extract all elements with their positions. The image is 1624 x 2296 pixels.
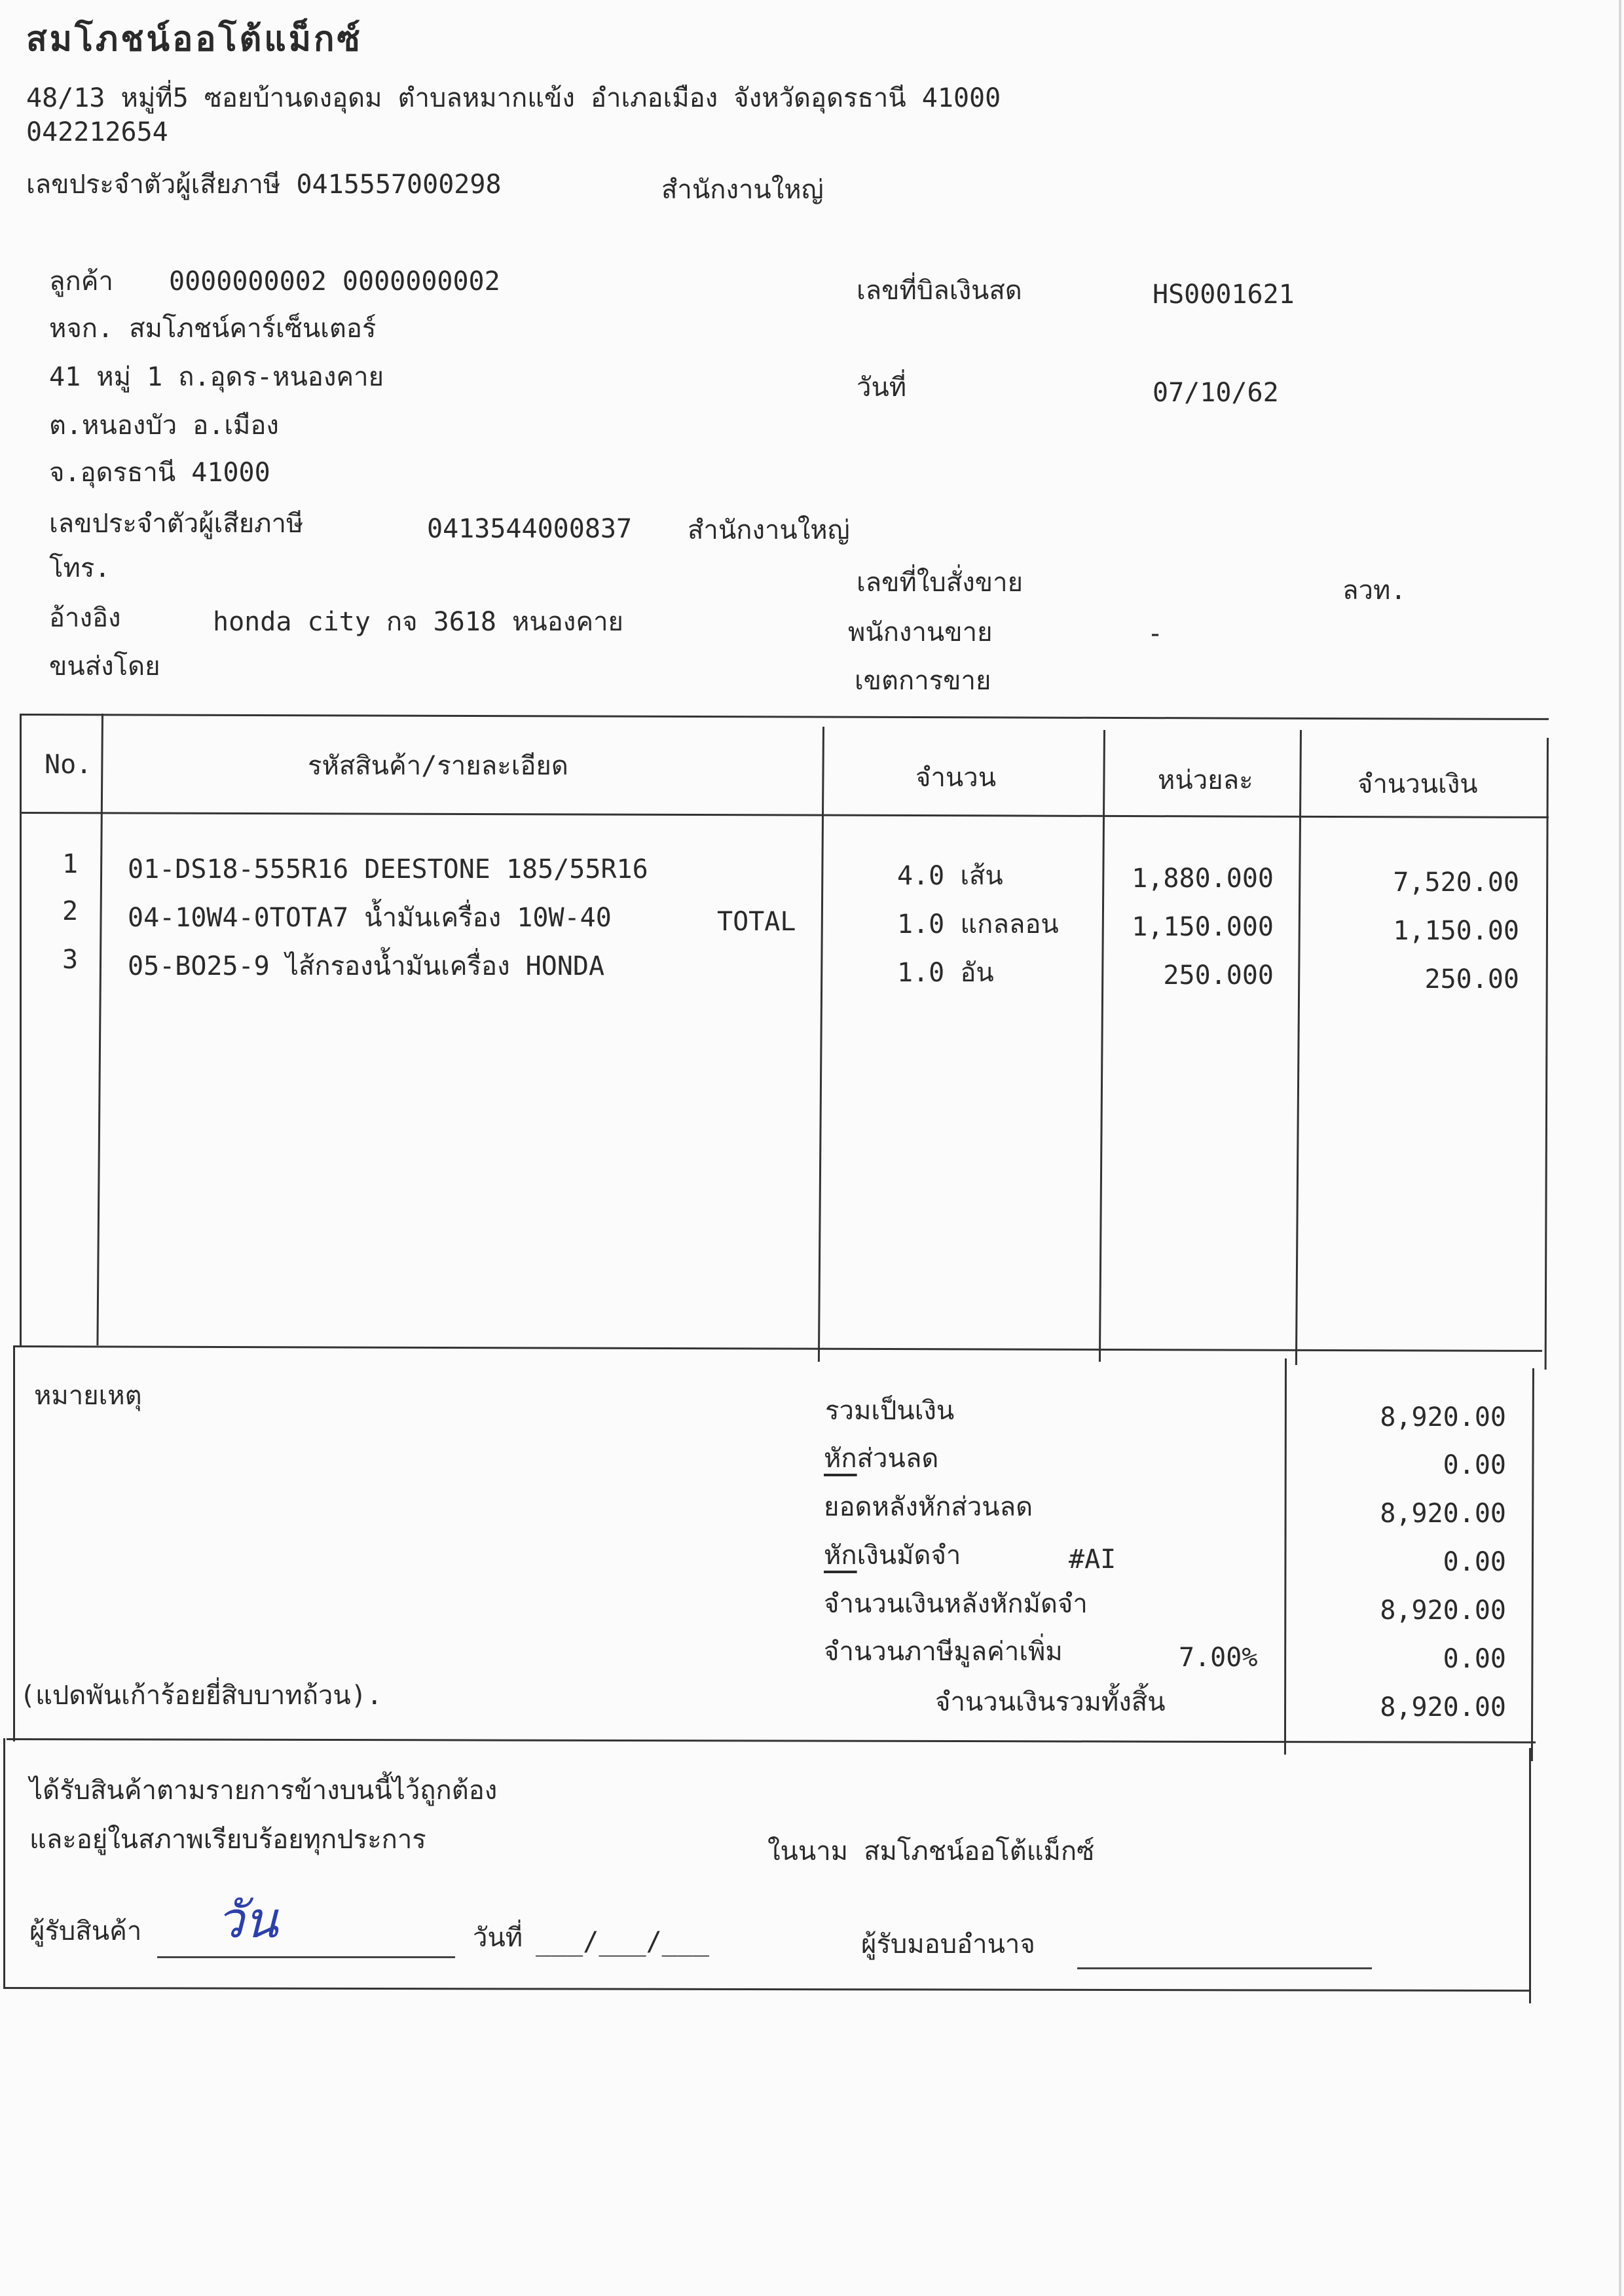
discount-label: หักส่วนลด (824, 1444, 939, 1474)
on-behalf: ในนาม สมโภชน์ออโต้แม็กซ์ (767, 1836, 1095, 1867)
subtotal-value: 8,920.00 (1380, 1402, 1506, 1432)
after-deposit-label: จำนวนเงินหลังหักมัดจำ (824, 1589, 1088, 1619)
remark-label: หมายเหตุ (34, 1381, 142, 1411)
amount-in-words: (แปดพันเก้าร้อยยี่สิบบาทถ้วน). (20, 1681, 382, 1711)
customer-code: 0000000002 0000000002 (169, 266, 500, 297)
receiver-signature: วัน (216, 1891, 278, 1949)
salesperson-label: พนักงานขาย (848, 617, 993, 647)
row-no: 3 (62, 945, 79, 975)
header-no: No. (45, 750, 92, 780)
salesperson: - (1147, 619, 1164, 649)
customer-address-3: จ.อุดรธานี 41000 (49, 458, 270, 488)
row-unit-price: 1,880.000 (1132, 864, 1274, 894)
header-qty: จำนวน (915, 763, 997, 793)
sales-area-label: เขตการขาย (855, 666, 991, 696)
after-deposit-value: 8,920.00 (1380, 1595, 1506, 1626)
header-unit-price: หน่วยละ (1158, 765, 1253, 795)
header-item: รหัสสินค้า/รายละเอียด (308, 751, 568, 781)
receive-date-blank: ___/___/___ (536, 1927, 709, 1957)
receiver-signature-line (157, 1956, 455, 1958)
vat-value: 0.00 (1443, 1644, 1506, 1674)
row-extra: TOTAL (717, 907, 796, 937)
authorized-signature-line (1077, 1967, 1372, 1969)
row-qty: 4.0 เส้น (897, 861, 1003, 891)
received-statement-1: ได้รับสินค้าตามรายการข้างบนนี้ไว้ถูกต้อง (29, 1776, 498, 1806)
row-amount: 7,520.00 (1393, 867, 1519, 898)
bill-no: HS0001621 (1153, 280, 1295, 310)
vat-label: จำนวนภาษีมูลค่าเพิ่ม (824, 1637, 1063, 1667)
company-phone: 042212654 (26, 117, 168, 147)
customer-branch: สำนักงานใหญ่ (688, 515, 850, 545)
subtotal-label: รวมเป็นเงิน (825, 1396, 955, 1426)
row-no: 2 (62, 896, 79, 926)
reference-label: อ้างอิง (49, 603, 121, 633)
row-description: 04-10W4-0TOTA7 น้ำมันเครื่อง 10W-40 (128, 903, 612, 933)
order-no: ลวท. (1342, 575, 1407, 606)
authorized-label: ผู้รับมอบอำนาจ (861, 1929, 1035, 1959)
company-address: 48/13 หมู่ที่5 ซอยบ้านดงอุดม ตำบลหมากแข้ง อำเภอเมือง จังหวัดอุดรธานี 41000 (26, 83, 1001, 113)
row-description: 01-DS18-555R16 DEESTONE 185/55R16 (128, 854, 648, 884)
row-description: 05-BO25-9 ไส้กรองน้ำมันเครื่อง HONDA (128, 951, 605, 981)
customer-tax-id: 0413544000837 (427, 514, 633, 544)
vat-rate: 7.00% (1179, 1643, 1258, 1673)
row-unit-price: 250.000 (1163, 960, 1274, 991)
date-label: วันที่ (857, 373, 907, 403)
discount-value: 0.00 (1443, 1450, 1506, 1480)
company-name: สมโภชน์ออโต้แม็กซ์ (26, 20, 363, 59)
receive-date-label: วันที่ (473, 1923, 523, 1953)
bill-no-label: เลขที่บิลเงินสด (857, 276, 1022, 306)
row-amount: 250.00 (1424, 964, 1519, 994)
customer-tel-label: โทร. (49, 553, 111, 583)
receiver-label: ผู้รับสินค้า (29, 1916, 142, 1946)
received-statement-2: และอยู่ในสภาพเรียบร้อยทุกประการ (29, 1825, 426, 1855)
row-no: 1 (62, 849, 79, 879)
after-discount-label: ยอดหลังหักส่วนลด (824, 1492, 1033, 1522)
company-tax-id: เลขประจำตัวผู้เสียภาษี 0415557000298 (26, 170, 502, 200)
customer-tax-label: เลขประจำตัวผู้เสียภาษี (49, 509, 304, 539)
grand-total-value: 8,920.00 (1380, 1692, 1506, 1722)
row-amount: 1,150.00 (1393, 916, 1519, 946)
scan-edge (1619, 0, 1621, 2296)
document-date: 07/10/62 (1153, 378, 1279, 408)
grand-total-label: จำนวนเงินรวมทั้งสิ้น (935, 1687, 1166, 1717)
company-branch: สำนักงานใหญ่ (661, 175, 824, 205)
deposit-value: 0.00 (1443, 1547, 1506, 1577)
customer-name: หจก. สมโภชน์คาร์เซ็นเตอร์ (49, 314, 377, 344)
row-qty: 1.0 อัน (897, 958, 994, 988)
shipping-label: ขนส่งโดย (49, 651, 160, 682)
after-discount-value: 8,920.00 (1380, 1499, 1506, 1529)
order-no-label: เลขที่ใบสั่งขาย (857, 568, 1024, 598)
row-unit-price: 1,150.000 (1132, 912, 1274, 942)
deposit-label: หักเงินมัดจำ (824, 1540, 961, 1571)
customer-label: ลูกค้า (49, 266, 113, 297)
row-qty: 1.0 แกลลอน (897, 909, 1059, 939)
customer-address-1: 41 หมู่ 1 ถ.อุดร-หนองคาย (49, 362, 384, 392)
customer-address-2: ต.หนองบัว อ.เมือง (49, 410, 279, 441)
deposit-code: #AI (1069, 1544, 1116, 1575)
header-amount: จำนวนเงิน (1357, 769, 1478, 799)
reference-value: honda city กจ 3618 หนองคาย (213, 607, 623, 637)
